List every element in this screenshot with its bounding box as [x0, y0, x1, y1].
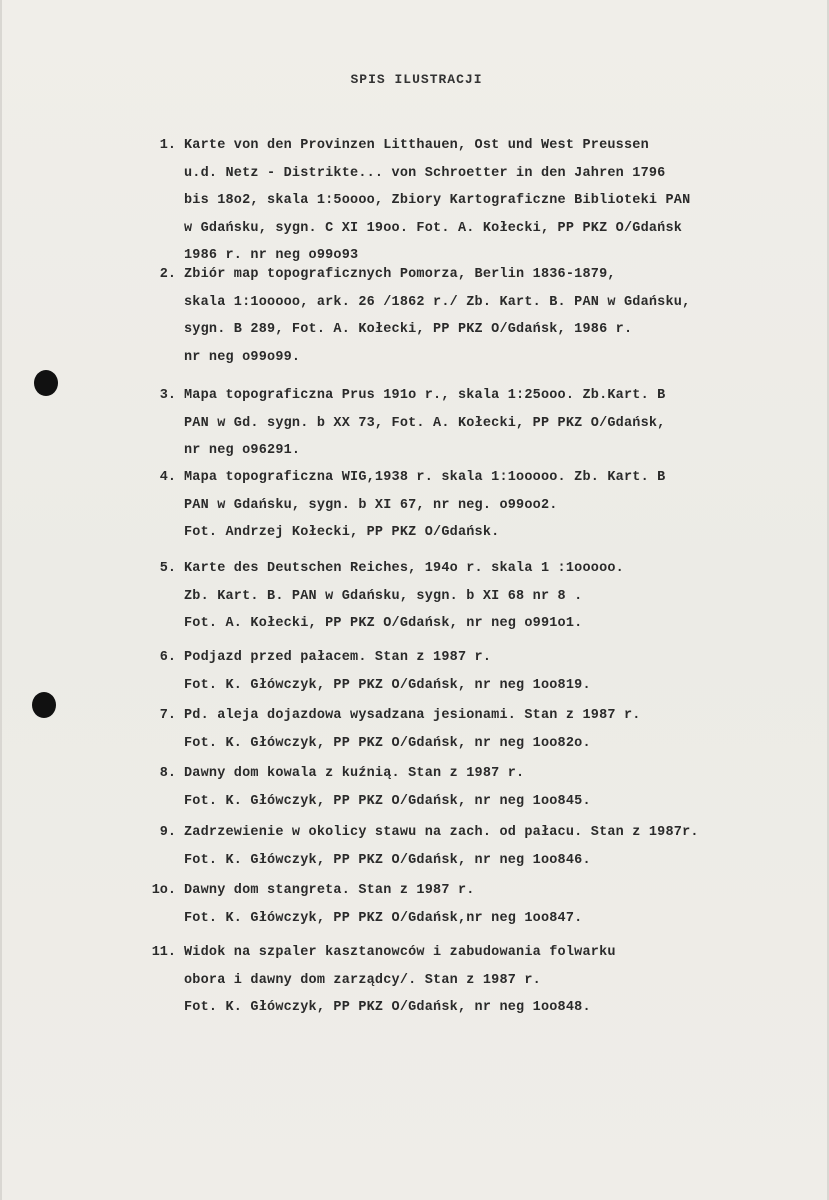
item-line: Fot. K. Główczyk, PP PKZ O/Gdańsk, nr neg 1oo846.: [184, 852, 591, 868]
item-line: Fot. Andrzej Kołecki, PP PKZ O/Gdańsk.: [184, 525, 500, 540]
item-line: sygn. B 289, Fot. A. Kołecki, PP PKZ O/Gdańsk, 1986 r.: [184, 322, 633, 337]
page-title: SPIS ILUSTRACJI: [350, 72, 483, 87]
item-number: 4.: [159, 470, 176, 485]
item-number: 11.: [151, 945, 176, 960]
item-line: Karte von den Provinzen Litthauen, Ost und West Preussen: [184, 138, 649, 153]
item-line: Zb. Kart. B. PAN w Gdańsku, sygn. b XI 68 nr 8 .: [184, 588, 583, 604]
item-line: Mapa topograficzna Prus 191o r., skala 1:25ooo. Zb.Kart. B: [184, 388, 666, 403]
item-line: bis 18o2, skala 1:5oooo, Zbiory Kartograficzne Biblioteki PAN: [184, 193, 691, 208]
item-line: Fot. K. Główczyk, PP PKZ O/Gdańsk, nr neg 1oo82o.: [184, 735, 591, 751]
item-number: 7.: [159, 708, 176, 723]
item-line: nr neg o96291.: [184, 443, 301, 458]
item-number: 3.: [159, 388, 176, 403]
item-line: w Gdańsku, sygn. C XI 19oo. Fot. A. Kołecki, PP PKZ O/Gdańsk: [184, 220, 683, 236]
item-line: PAN w Gd. sygn. b XX 73, Fot. A. Kołecki, PP PKZ O/Gdańsk,: [184, 415, 666, 431]
item-line: Karte des Deutschen Reiches, 194o r. skala 1 :1ooooo.: [184, 561, 624, 576]
item-line: skala 1:1ooooo, ark. 26 /1862 r./ Zb. Kart. B. PAN w Gdańsku,: [184, 294, 691, 310]
item-number: 9.: [159, 825, 176, 840]
item-line: Podjazd przed pałacem. Stan z 1987 r.: [184, 650, 492, 665]
item-line: PAN w Gdańsku, sygn. b XI 67, nr neg. o99oo2.: [184, 497, 558, 513]
item-line: Zbiór map topograficznych Pomorza, Berlin 1836-1879,: [184, 267, 616, 282]
item-number: 1.: [159, 138, 176, 153]
item-line: Fot. A. Kołecki, PP PKZ O/Gdańsk, nr neg o991o1.: [184, 616, 583, 631]
item-number: 2.: [159, 267, 176, 282]
item-line: Dawny dom kowala z kuźnią. Stan z 1987 r.: [184, 766, 525, 781]
punch-hole: [34, 370, 58, 396]
item-line: Fot. K. Główczyk, PP PKZ O/Gdańsk,nr neg 1oo847.: [184, 910, 583, 926]
item-line: Zadrzewienie w okolicy stawu na zach. od pałacu. Stan z 1987r.: [184, 825, 699, 840]
item-line: Mapa topograficzna WIG,1938 r. skala 1:1ooooo. Zb. Kart. B: [184, 470, 666, 485]
item-line: nr neg o99o99.: [184, 349, 301, 365]
item-number: 8.: [159, 766, 176, 781]
item-line: obora i dawny dom zarządcy/. Stan z 1987 r.: [184, 972, 541, 988]
item-line: Fot. K. Główczyk, PP PKZ O/Gdańsk, nr neg 1oo848.: [184, 1000, 591, 1015]
item-line: Fot. K. Główczyk, PP PKZ O/Gdańsk, nr neg 1oo819.: [184, 677, 591, 693]
item-line: Fot. K. Główczyk, PP PKZ O/Gdańsk, nr neg 1oo845.: [184, 793, 591, 809]
item-line: Dawny dom stangreta. Stan z 1987 r.: [184, 883, 475, 898]
item-line: u.d. Netz - Distrikte... von Schroetter in den Jahren 1796: [184, 165, 666, 181]
item-number: 1o.: [151, 883, 176, 898]
item-line: 1986 r. nr neg o99o93: [184, 248, 359, 263]
item-line: Pd. aleja dojazdowa wysadzana jesionami. Stan z 1987 r.: [184, 708, 641, 723]
punch-hole: [32, 692, 56, 718]
item-number: 5.: [159, 561, 176, 576]
item-line: Widok na szpaler kasztanowców i zabudowania folwarku: [184, 945, 616, 960]
item-number: 6.: [159, 650, 176, 665]
